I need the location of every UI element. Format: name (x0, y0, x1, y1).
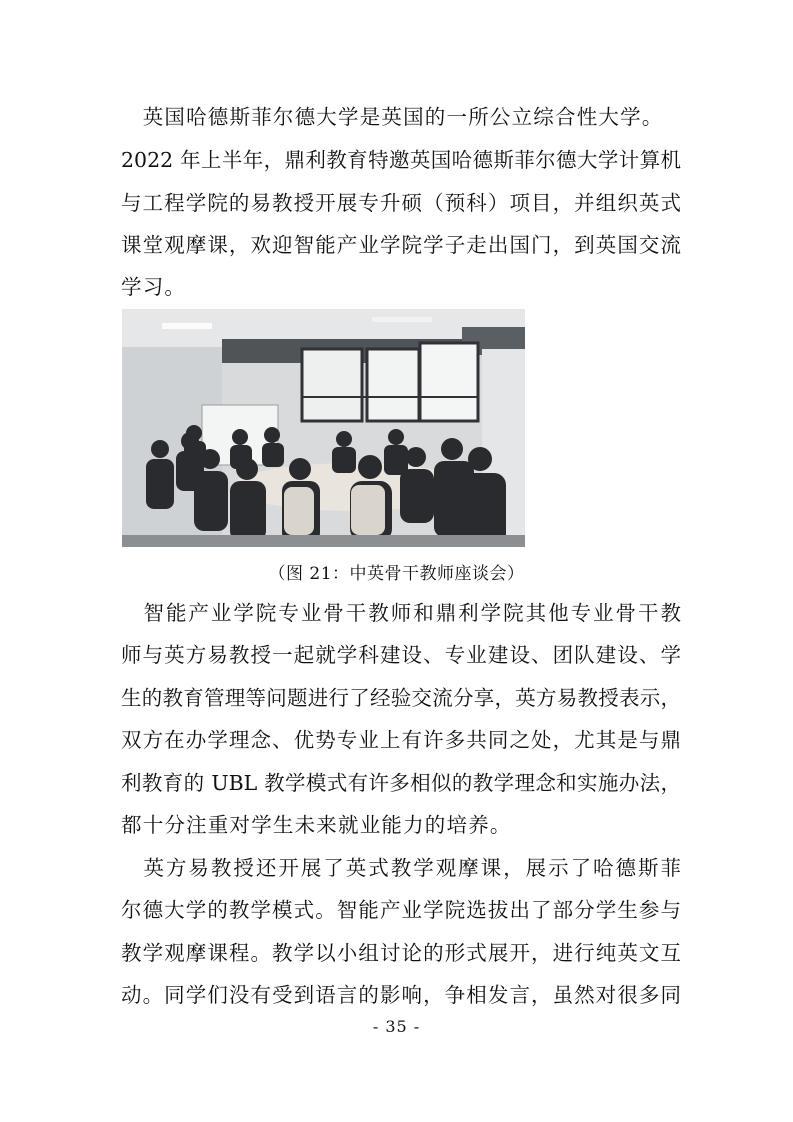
meeting-photo (122, 309, 525, 547)
paragraph-line: 英国哈德斯菲尔德大学是英国的一所公立综合性大学。 (121, 105, 664, 129)
paragraph-line: 师与英方易教授一起就学科建设、专业建设、团队建设、学 (121, 643, 681, 667)
paragraph-line: 利教育的 UBL 教学模式有许多相似的教学理念和实施办法， (121, 771, 681, 795)
paragraph-line: 都十分注重对学生未来就业能力的培养。 (121, 813, 512, 837)
paragraph-line: 尔德大学的教学模式。智能产业学院选拔出了部分学生参与 (121, 898, 681, 922)
paragraph-line: 动。同学们没有受到语言的影响，争相发言，虽然对很多同 (121, 983, 681, 1007)
paragraph-line: 课堂观摩课，欢迎智能产业学院学子走出国门，到英国交流 (121, 233, 681, 257)
page-number: - 35 - (372, 1017, 421, 1036)
paragraph-line: 英方易教授还开展了英式教学观摩课，展示了哈德斯菲 (121, 856, 681, 880)
paragraph-line: 与工程学院的易教授开展专升硕（预科）项目，并组织英式 (121, 191, 681, 215)
paragraph-line: 学习。 (121, 275, 187, 299)
paragraph-line: 智能产业学院专业骨干教师和鼎利学院其他专业骨干教 (121, 601, 681, 625)
paragraph-line: 2022 年上半年，鼎利教育特邀英国哈德斯菲尔德大学计算机 (121, 148, 681, 172)
paragraph-line: 双方在办学理念、优势专业上有许多共同之处，尤其是与鼎 (121, 728, 681, 752)
figure-caption: （图 21：中英骨干教师座谈会） (268, 564, 525, 584)
paragraph-line: 生的教育管理等问题进行了经验交流分享，英方易教授表示， (121, 686, 681, 710)
paragraph-line: 教学观摩课程。教学以小组讨论的形式展开，进行纯英文互 (121, 941, 681, 965)
